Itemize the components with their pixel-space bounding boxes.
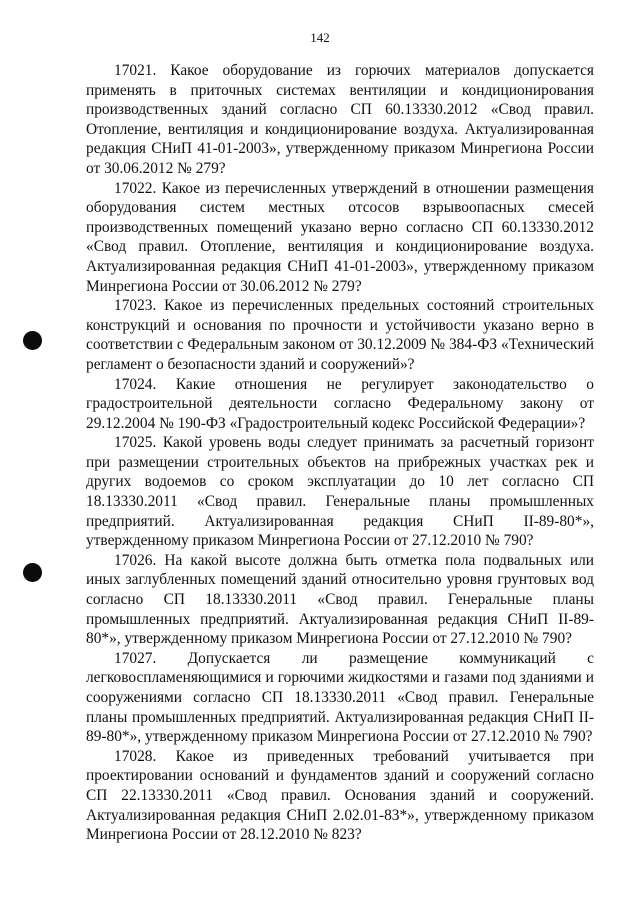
question-17027: 17027. Допускается ли размещение коммуникаций с легковоспламеняющимися и горючими жидкостями и газами под зданиями и сооружениями согласно СП 18.13330.2011 «Свод правил. Генеральные планы промышленных предприятий. Актуализированная редакция СНиП II-89-80*», утвержденному приказом Минрегиона России от 27.12.2010 № 790? bbox=[86, 649, 594, 746]
question-17022: 17022. Какое из перечисленных утверждений в отношении размещения оборудования систем местных отсосов взрывоопасных смесей производственных помещений указано верно согласно СП 60.13330.2012 «Свод правил. Отопление, вентиляция и кондиционирование воздуха. Актуализированная редакция СНиП 41-01-2003», утвержденному приказом Минрегиона России от 30.06.2012 № 279? bbox=[86, 179, 594, 295]
question-17024: 17024. Какие отношения не регулирует законодательство о градостроительной деятельности согласно Федеральному закону от 29.12.2004 № 190-ФЗ «Градостроительный кодекс Российской Федерации»? bbox=[86, 375, 594, 432]
punch-hole-mark bbox=[23, 563, 42, 582]
question-17025: 17025. Какой уровень воды следует принимать за расчетный горизонт при размещении строительных объектов на прибрежных участках рек и других водоемов со сроком эксплуатации до 10 лет согласно СП 18.13330.2011 «Свод правил. Генеральные планы промышленных предприятий. Актуализированная редакция СНиП II-89-80*», утвержденному приказом Минрегиона России от 27.12.2010 № 790? bbox=[86, 434, 594, 550]
question-17023: 17023. Какое из перечисленных предельных состояний строительных конструкций и основания по прочности и устойчивости указано верно в соответствии с Федеральным законом от 30.12.2009 № 384-ФЗ «Технический регламент о безопасности зданий и сооружений»? bbox=[86, 297, 594, 373]
punch-hole-mark bbox=[23, 331, 42, 350]
question-17021: 17021. Какое оборудование из горючих материалов допускается применять в приточных системах вентиляции и кондиционирования производственных зданий согласно СП 60.13330.2012 «Свод правил. Отопление, вентиляция и кондиционирование воздуха. Актуализированная редакция СНиП 41-01-2003», утвержденному приказом Минрегиона России от 30.06.2012 № 279? bbox=[86, 62, 594, 177]
page-number: 142 bbox=[310, 30, 330, 45]
question-17026: 17026. На какой высоте должна быть отметка пола подвальных или иных заглубленных помещений зданий относительно уровня грунтовых вод согласно СП 18.13330.2011 «Свод правил. Генеральные планы промышленных предприятий. Актуализированная редакция СНиП II-89-80*», утвержденному приказом Минрегиона России от 27.12.2010 № 790? bbox=[86, 551, 594, 648]
question-list bbox=[86, 61, 594, 845]
question-17028: 17028. Какое из приведенных требований учитывается при проектировании оснований и фундаментов зданий и сооружений согласно СП 22.13330.2011 «Свод правил. Основания зданий и сооружений. Актуализированная редакция СНиП 2.02.01-83*», утвержденному приказом Минрегиона России от 28.12.2010 № 823? bbox=[86, 747, 594, 844]
